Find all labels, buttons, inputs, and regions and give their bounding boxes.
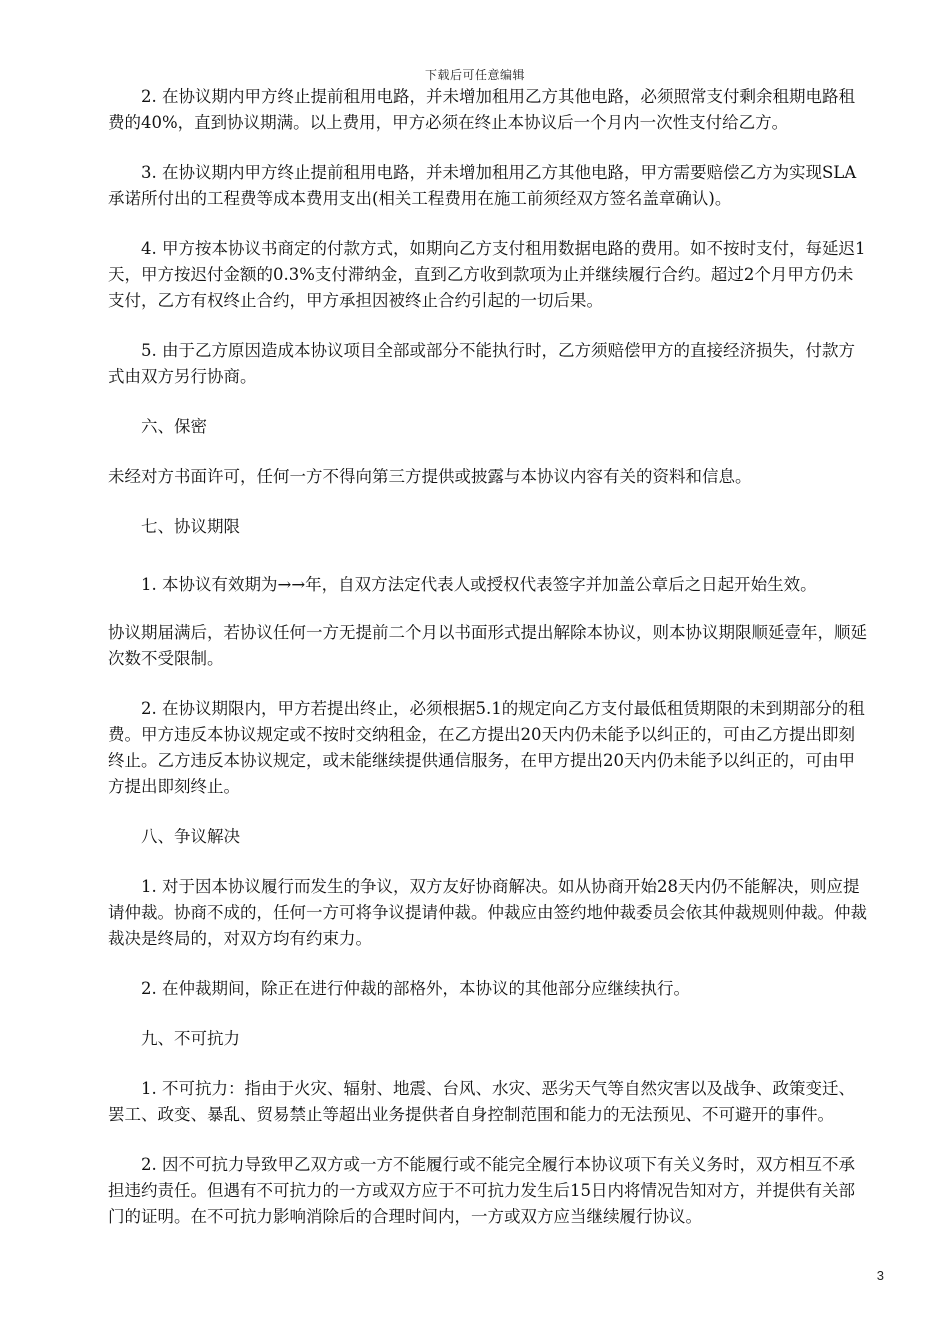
section-heading: 九、不可抗力 — [141, 1029, 240, 1048]
section-heading: 八、争议解决 — [141, 827, 240, 846]
clause-paragraph: 3. 在协议期内甲方终止提前租用电路，并未增加租用乙方其他电路，甲方需要赔偿乙方为实现SLA承诺所付出的工程费等成本费用支出(相关工程费用在施工前须经双方签名盖章确认)。 — [108, 163, 857, 208]
clause-paragraph: 1. 本协议有效期为→→年，自双方法定代表人或授权代表签字并加盖公章后之日起开始生效。 — [141, 575, 817, 594]
clause-paragraph: 2. 在协议期限内，甲方若提出终止，必须根据5.1的规定向乙方支付最低租赁期限的未到期部分的租费。甲方违反本协议规定或不按时交纳租金，在乙方提出20天内仍未能予以纠正的，可由乙方提出即刻终止。乙方违反本协议规定，或未能继续提供通信服务，在甲方提出20天内仍未能予以纠正的，可由甲方提出即刻终止。 — [108, 699, 865, 796]
document-body — [108, 84, 868, 1230]
clause-paragraph: 2. 在仲裁期间，除正在进行仲裁的部格外，本协议的其他部分应继续执行。 — [141, 979, 690, 998]
section-heading: 七、协议期限 — [141, 517, 240, 536]
page-number: 3 — [876, 1268, 884, 1283]
clause-paragraph: 协议期届满后，若协议任何一方无提前二个月以书面形式提出解除本协议，则本协议期限顺延壹年，顺延次数不受限制。 — [108, 623, 867, 668]
clause-paragraph: 1. 不可抗力：指由于火灾、辐射、地震、台风、水灾、恶劣天气等自然灾害以及战争、政策变迁、罢工、政变、暴乱、贸易禁止等超出业务提供者自身控制范围和能力的无法预见、不可避开的事件。 — [108, 1079, 855, 1124]
clause-paragraph: 未经对方书面许可，任何一方不得向第三方提供或披露与本协议内容有关的资料和信息。 — [108, 467, 752, 486]
clause-paragraph: 1. 对于因本协议履行而发生的争议，双方友好协商解决。如从协商开始28天内仍不能解决，则应提请仲裁。协商不成的，任何一方可将争议提请仲裁。仲裁应由签约地仲裁委员会依其仲裁规则仲裁。仲裁裁决是终局的，对双方均有约束力。 — [108, 877, 867, 948]
clause-paragraph: 2. 在协议期内甲方终止提前租用电路，并未增加租用乙方其他电路，必须照常支付剩余租期电路租费的40%，直到协议期满。以上费用，甲方必须在终止本协议后一个月内一次性支付给乙方。 — [108, 87, 855, 132]
clause-paragraph: 5. 由于乙方原因造成本协议项目全部或部分不能执行时，乙方须赔偿甲方的直接经济损失，付款方式由双方另行协商。 — [108, 341, 855, 386]
clause-paragraph: 2. 因不可抗力导致甲乙双方或一方不能履行或不能完全履行本协议项下有关义务时，双方相互不承担违约责任。但遇有不可抗力的一方或双方应于不可抗力发生后15日内将情况告知对方，并提供有关部门的证明。在不可抗力影响消除后的合理时间内，一方或双方应当继续履行协议。 — [108, 1155, 855, 1226]
header-note: 下载后可任意编辑 — [424, 68, 525, 82]
section-heading: 六、保密 — [141, 417, 207, 436]
clause-paragraph: 4. 甲方按本协议书商定的付款方式，如期向乙方支付租用数据电路的费用。如不按时支付，每延迟1天，甲方按迟付金额的0.3%支付滞纳金，直到乙方收到款项为止并继续履行合约。超过2个月甲方仍未支付，乙方有权终止合约，甲方承担因被终止合约引起的一切后果。 — [108, 239, 866, 310]
